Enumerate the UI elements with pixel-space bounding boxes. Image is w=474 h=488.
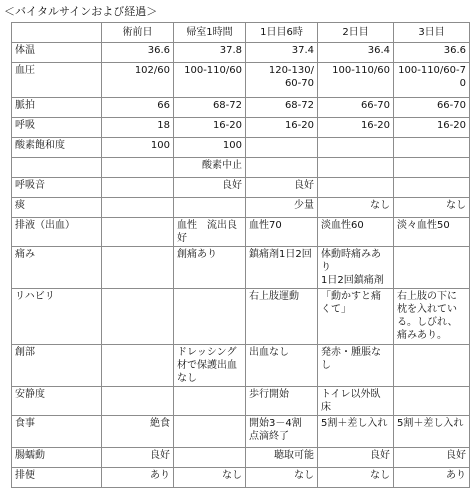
table-cell: 5割＋差し入れ [394, 416, 470, 448]
table-cell: 5割＋差し入れ [318, 416, 394, 448]
row-label: 呼吸音 [12, 178, 102, 198]
table-cell [174, 289, 246, 345]
table-cell: 創痛あり [174, 247, 246, 289]
row-label: リハビリ [12, 289, 102, 345]
vital-signs-table [11, 22, 470, 488]
header-cell: 3日目 [394, 23, 470, 43]
table-row [12, 118, 470, 138]
table-cell: 16-20 [174, 118, 246, 138]
header-cell [12, 23, 102, 43]
table-cell: 18 [102, 118, 174, 138]
table-cell [394, 178, 470, 198]
table-cell: 37.8 [174, 43, 246, 63]
table-cell: 100-110/60-7 0 [394, 63, 470, 98]
table-cell [102, 289, 174, 345]
row-label: 血圧 [12, 63, 102, 98]
table-cell: 酸素中止 [174, 158, 246, 178]
row-label [12, 158, 102, 178]
table-cell: 66-70 [318, 98, 394, 118]
header-cell: 帰室1時間 [174, 23, 246, 43]
table-cell [102, 198, 174, 218]
table-cell [318, 138, 394, 158]
table-cell: ドレッシング材で保護出血なし [174, 345, 246, 387]
table-row [12, 218, 470, 247]
table-row [12, 43, 470, 63]
header-row [12, 23, 470, 43]
table-cell: 良好 [318, 448, 394, 468]
table-cell: 100 [102, 138, 174, 158]
table-row [12, 448, 470, 468]
table-cell: 「動かすと痛くて」 [318, 289, 394, 345]
table-cell: なし [174, 468, 246, 488]
row-label: 痰 [12, 198, 102, 218]
table-cell [394, 138, 470, 158]
table-cell [102, 345, 174, 387]
row-label: 痛み [12, 247, 102, 289]
table-cell [318, 178, 394, 198]
row-label: 体温 [12, 43, 102, 63]
table-cell: 36.6 [394, 43, 470, 63]
table-cell: 発赤・腫脹なし [318, 345, 394, 387]
table-cell: なし [318, 198, 394, 218]
table-cell: 良好 [246, 178, 318, 198]
table-cell: なし [318, 468, 394, 488]
header-cell: 1日目6時 [246, 23, 318, 43]
table-cell: 16-20 [394, 118, 470, 138]
table-cell [174, 387, 246, 416]
table-row [12, 345, 470, 387]
table-cell: あり [394, 468, 470, 488]
row-label: 安静度 [12, 387, 102, 416]
table-cell [102, 247, 174, 289]
table-cell: あり [102, 468, 174, 488]
table-cell: 良好 [174, 178, 246, 198]
table-cell: 100 [174, 138, 246, 158]
table-row [12, 387, 470, 416]
table-cell [174, 416, 246, 448]
table-cell: 歩行開始 [246, 387, 318, 416]
table-cell: 淡々血性50 [394, 218, 470, 247]
table-cell: 68-72 [246, 98, 318, 118]
table-cell: 16-20 [246, 118, 318, 138]
table-row [12, 198, 470, 218]
row-label: 酸素飽和度 [12, 138, 102, 158]
table-row [12, 138, 470, 158]
table-cell: 66 [102, 98, 174, 118]
table-row [12, 289, 470, 345]
table-cell [102, 387, 174, 416]
table-cell: 36.4 [318, 43, 394, 63]
table-cell: 66-70 [394, 98, 470, 118]
table-cell: 100-110/60 [174, 63, 246, 98]
table-row [12, 247, 470, 289]
table-cell: 絶食 [102, 416, 174, 448]
table-cell [394, 345, 470, 387]
row-label: 創部 [12, 345, 102, 387]
table-row [12, 416, 470, 448]
section-title: ＜バイタルサインおよび経過＞ [4, 5, 158, 18]
table-cell [246, 158, 318, 178]
table-cell [102, 218, 174, 247]
table-cell: 右上肢運動 [246, 289, 318, 345]
table-cell [394, 158, 470, 178]
table-row [12, 468, 470, 488]
table-cell [102, 178, 174, 198]
table-cell [318, 158, 394, 178]
table-cell: 120-130/ 60-70 [246, 63, 318, 98]
table-cell [394, 247, 470, 289]
table-cell [174, 448, 246, 468]
table-cell: 37.4 [246, 43, 318, 63]
table-row [12, 178, 470, 198]
table-cell: 少量 [246, 198, 318, 218]
table-cell: 血性70 [246, 218, 318, 247]
table-row [12, 63, 470, 98]
row-label: 食事 [12, 416, 102, 448]
table-cell: 36.6 [102, 43, 174, 63]
table-cell: 聴取可能 [246, 448, 318, 468]
row-label: 腸蠕動 [12, 448, 102, 468]
table-cell: 淡血性60 [318, 218, 394, 247]
table-cell: なし [246, 468, 318, 488]
table-cell: 鎮痛剤1日2回 [246, 247, 318, 289]
table-cell: 16-20 [318, 118, 394, 138]
table-body [12, 43, 470, 488]
table-cell: 右上肢の下に枕を入れている。しびれ、痛みあり。 [394, 289, 470, 345]
table-cell: 100-110/60 [318, 63, 394, 98]
table-row [12, 158, 470, 178]
table-cell [246, 138, 318, 158]
table-cell: 68-72 [174, 98, 246, 118]
table-cell: トイレ以外臥床 [318, 387, 394, 416]
table-cell: 開始3－4割 点滴終了 [246, 416, 318, 448]
table-cell: 102/60 [102, 63, 174, 98]
table-cell [394, 387, 470, 416]
table-cell: 血性 流出良好 [174, 218, 246, 247]
table-cell: なし [394, 198, 470, 218]
header-cell: 2日目 [318, 23, 394, 43]
table-cell: 良好 [102, 448, 174, 468]
row-label: 呼吸 [12, 118, 102, 138]
table-cell: 出血なし [246, 345, 318, 387]
row-label: 脈拍 [12, 98, 102, 118]
table-cell: 良好 [394, 448, 470, 468]
table-cell [102, 158, 174, 178]
table-cell: 体動時痛みあり 1日2回鎮痛剤 [318, 247, 394, 289]
row-label: 排便 [12, 468, 102, 488]
header-cell: 術前日 [102, 23, 174, 43]
table-cell [174, 198, 246, 218]
row-label: 排液（出血） [12, 218, 102, 247]
table-row [12, 98, 470, 118]
